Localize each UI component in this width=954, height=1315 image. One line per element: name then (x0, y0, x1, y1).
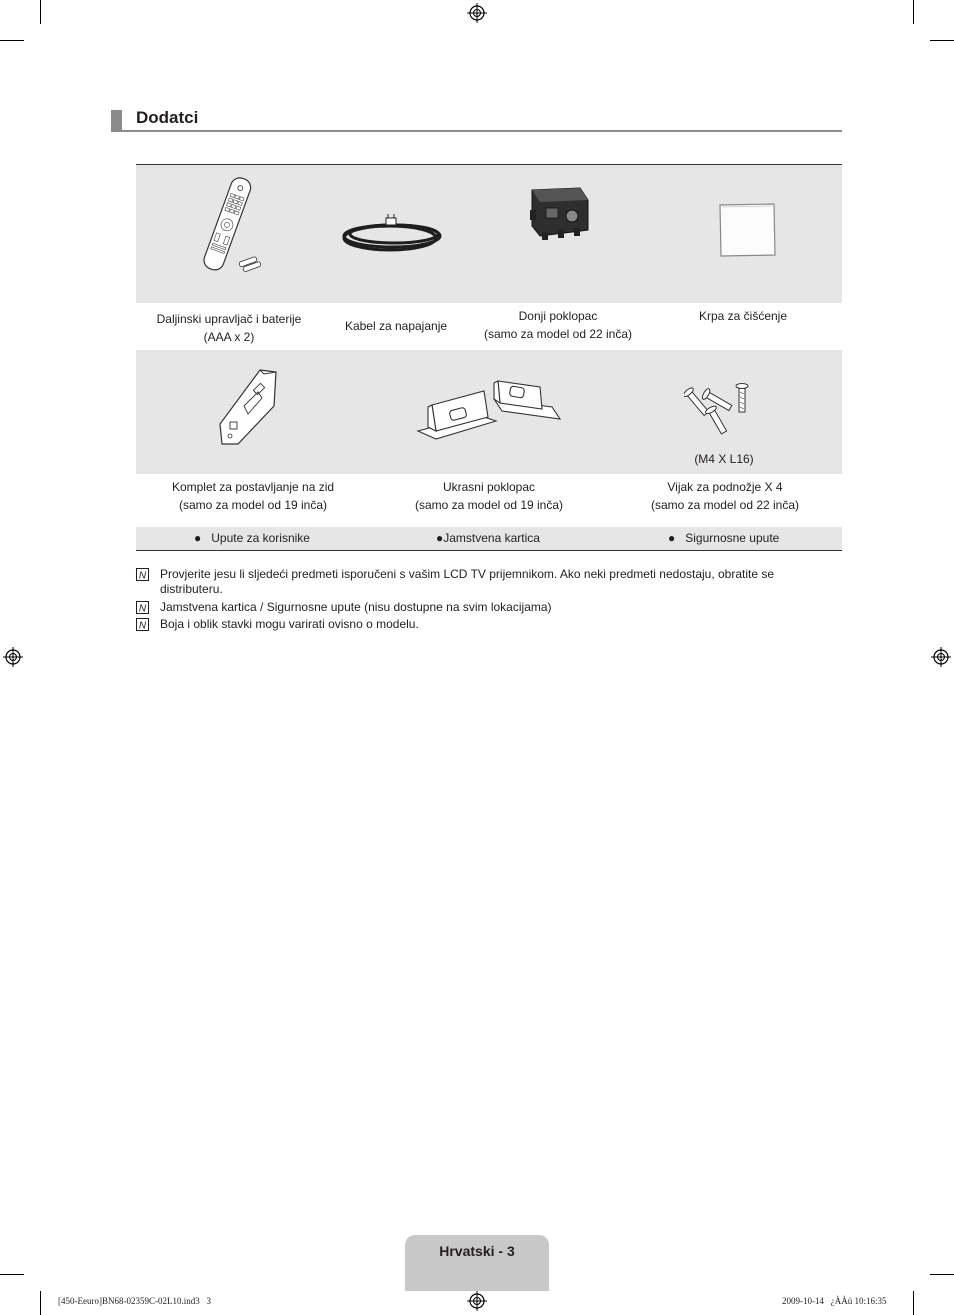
registration-mark-icon (467, 1291, 487, 1311)
print-slug-left: [450-Eeuro]BN68-02359C-02L10.ind3 3 (58, 1296, 211, 1306)
cleaning-cloth-icon (717, 202, 777, 258)
decorative-cover-icon (414, 375, 564, 449)
section-title: Dodatci (136, 108, 199, 127)
screws-icon (684, 380, 754, 438)
note-icon (136, 601, 149, 614)
crop-mark (930, 40, 954, 41)
registration-mark-icon (3, 647, 23, 667)
table-bottom-rule (136, 550, 842, 551)
document-item: ●Jamstvena kartica (436, 531, 540, 545)
bottom-cover-icon (522, 186, 594, 246)
document-item: ● Sigurnosne upute (668, 531, 780, 545)
label-line: (AAA x 2) (203, 330, 255, 344)
crop-mark (0, 40, 24, 41)
label-line: Kabel za napajanje (344, 319, 448, 333)
note-text: Boja i oblik stavki mogu varirati ovisno o modelu. (160, 617, 419, 631)
label-line: Krpa za čišćenje (698, 309, 788, 323)
accessory-label (318, 317, 474, 335)
section-marker (111, 110, 122, 130)
crop-mark (40, 0, 41, 24)
label-line: (samo za model od 22 inča) (483, 327, 633, 341)
label-line: Vijak za podnožje X 4 (667, 480, 783, 494)
wall-mount-kit-icon (214, 366, 282, 450)
label-line: Donji poklopac (518, 309, 598, 323)
registration-mark-icon (931, 647, 951, 667)
note-icon (136, 618, 149, 631)
svg-text:N: N (138, 603, 147, 614)
note-icon (136, 568, 149, 581)
page-number: Hrvatski - 3 (439, 1243, 515, 1259)
note-text: Jamstvena kartica / Sigurnosne upute (nisu dostupne na svim lokacijama) (160, 600, 552, 614)
crop-mark (930, 1274, 954, 1275)
crop-mark (40, 1291, 41, 1315)
print-slug-right: 2009-10-14 ¿ÀÀü 10:16:35 (782, 1296, 887, 1306)
accessory-label (622, 478, 828, 514)
accessory-label (654, 307, 832, 325)
accessory-label (474, 307, 642, 343)
svg-text:N: N (138, 570, 147, 581)
label-line: (samo za model od 19 inča) (178, 498, 328, 512)
crop-mark (913, 0, 914, 24)
accessory-label (150, 478, 356, 514)
screw-size-caption: (M4 X L16) (694, 452, 754, 466)
note-text: Provjerite jesu li sljedeći predmeti isporučeni s vašim LCD TV prijemnikom. Ako neki predmeti nedostaju, obratite se distributeru. (160, 567, 775, 596)
svg-text:N: N (138, 620, 147, 631)
crop-mark (0, 1274, 24, 1275)
accessory-label (384, 478, 594, 514)
remote-control-icon (190, 172, 270, 278)
note-item (136, 617, 826, 633)
label-line: (samo za model od 19 inča) (414, 498, 564, 512)
note-item (136, 567, 826, 599)
label-line: (samo za model od 22 inča) (650, 498, 800, 512)
label-line: Komplet za postavljanje na zid (171, 480, 335, 494)
label-line: Daljinski upravljač i baterije (156, 312, 302, 326)
section-rule (111, 130, 842, 132)
document-item: ● Upute za korisnike (194, 531, 310, 545)
crop-mark (913, 1291, 914, 1315)
note-item (136, 600, 826, 616)
power-cable-icon (340, 212, 446, 256)
accessory-label (140, 310, 318, 346)
label-line: Ukrasni poklopac (442, 480, 536, 494)
registration-mark-icon (467, 3, 487, 23)
